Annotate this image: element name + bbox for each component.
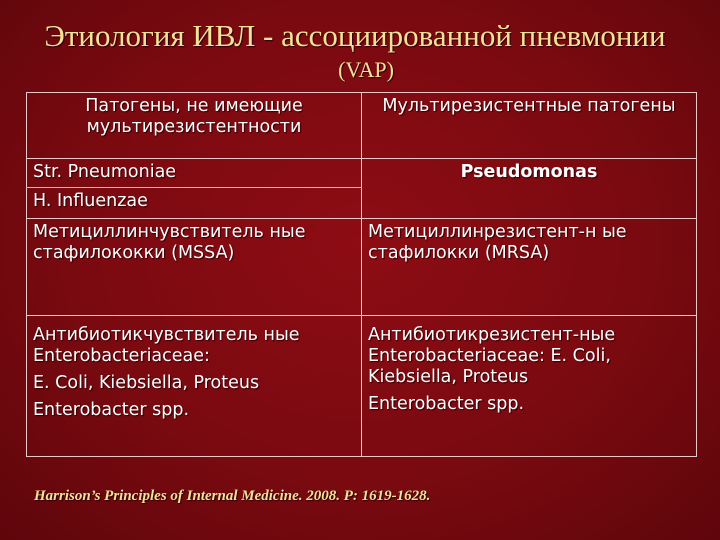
source-citation: Harrison’s Principles of Internal Medicine. 2008. P: 1619-1628.	[34, 488, 431, 504]
cell-antibiotic-resistant	[362, 316, 697, 457]
title-line-2: (VAP)	[338, 57, 394, 82]
cell-mssa: Метициллинчувствитель ные стафилококки (MSSA)	[27, 219, 362, 316]
cell-antibiotic-sensitive	[27, 316, 362, 457]
cell-mrsa: Метициллинрезистент-н ые стафилокки (MRSA)	[362, 219, 697, 316]
antibiotic-sensitive-line: E. Coli, Kiebsiella, Proteus	[33, 373, 260, 393]
cell-str-pneumoniae: Str. Pneumoniae	[27, 159, 362, 188]
antibiotic-sensitive-line: Антибиотикчувствитель ные Enterobacteriaceae:	[33, 325, 300, 366]
table-row	[27, 219, 697, 316]
header-multiresistant: Мультирезистентные патогены	[362, 93, 697, 159]
header-non-resistant: Патогены, не имеющие мультирезистентности	[27, 93, 362, 159]
cell-pseudomonas: Pseudomonas	[362, 159, 697, 219]
title-line-1: Этиология ИВЛ - ассоциированной пневмонии	[44, 18, 666, 53]
antibiotic-resistant-line: Enterobacter spp.	[368, 394, 525, 414]
antibiotic-sensitive-line: Enterobacter spp.	[33, 400, 190, 420]
cell-h-influenzae: H. Influenzae	[27, 188, 362, 219]
slide-title	[0, 16, 720, 84]
table-row	[27, 159, 697, 188]
pathogen-table	[26, 92, 697, 457]
table-row	[27, 316, 697, 457]
table-header-row	[27, 93, 697, 159]
antibiotic-resistant-line: Антибиотикрезистент-ные Enterobacteriaceae: E. Coli, Kiebsiella, Proteus	[368, 325, 616, 387]
